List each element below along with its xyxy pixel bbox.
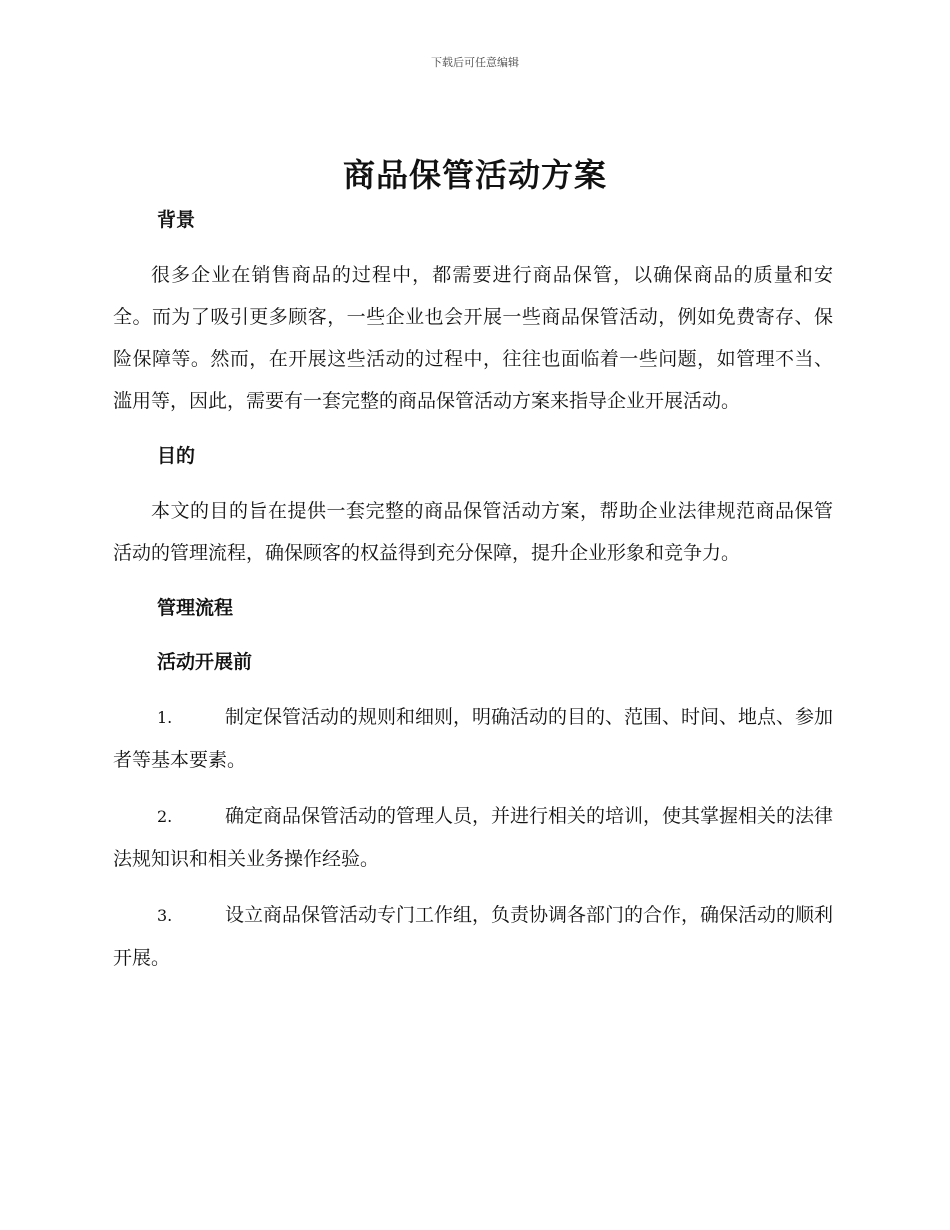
section-heading-background: 背景 — [157, 209, 196, 231]
list-item — [113, 696, 833, 781]
list-text: 制定保管活动的规则和细则，明确活动的目的、范围、时间、地点、参加者等基本要素。 — [113, 706, 834, 771]
list-number: 2. — [157, 807, 173, 826]
purpose-paragraph: 本文的目的旨在提供一套完整的商品保管活动方案，帮助企业法律规范商品保管活动的管理流程，确保顾客的权益得到充分保障，提升企业形象和竞争力。 — [113, 500, 833, 564]
list-number: 3. — [157, 906, 173, 925]
list-item — [113, 894, 833, 979]
subsection-heading-before: 活动开展前 — [157, 651, 253, 673]
document-title: 商品保管活动方案 — [342, 156, 607, 194]
list-text: 确定商品保管活动的管理人员，并进行相关的培训，使其掌握相关的法律法规知识和相关业务操作经验。 — [113, 805, 834, 870]
section-heading-purpose: 目的 — [157, 445, 196, 467]
document-body — [113, 200, 833, 979]
list-text: 设立商品保管活动专门工作组，负责协调各部门的合作，确保活动的顺利开展。 — [113, 904, 834, 969]
list-item — [113, 795, 833, 880]
section-heading-process: 管理流程 — [157, 597, 234, 619]
page-header: 下载后可任意编辑 — [431, 56, 519, 69]
list-number: 1. — [157, 708, 173, 727]
background-paragraph: 很多企业在销售商品的过程中，都需要进行商品保管，以确保商品的质量和安全。而为了吸引更多顾客，一些企业也会开展一些商品保管活动，例如免费寄存、保险保障等。然而，在开展这些活动的过程中，往往也面临着一些问题，如管理不当、滥用等，因此，需要有一套完整的商品保管活动方案来指导企业开展活动。 — [113, 264, 833, 412]
